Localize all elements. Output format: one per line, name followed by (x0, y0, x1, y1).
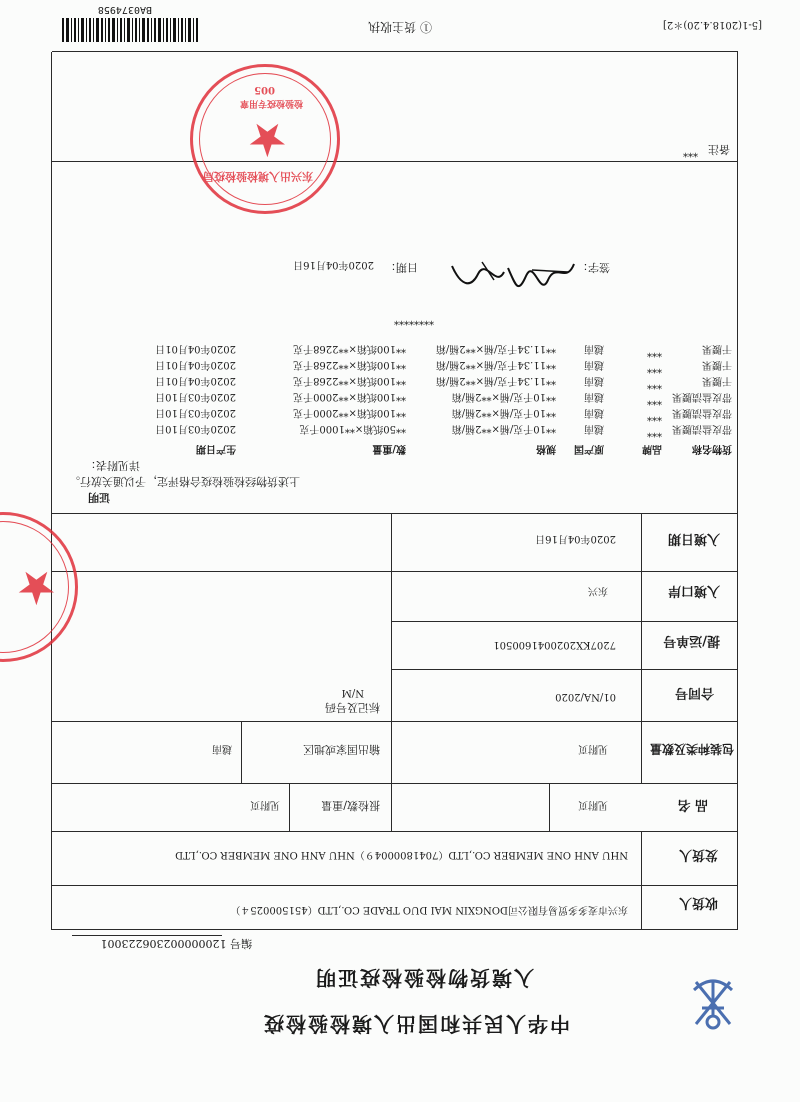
detail-header-cell: 数/重量 (372, 443, 406, 454)
cert-line1: 证明 (88, 491, 110, 504)
port-value: 东兴 (588, 585, 608, 596)
cert-number: 编号 120000002306223001 (100, 937, 252, 950)
pkg-value: 见附页 (578, 743, 608, 754)
sign-label: 签字： (577, 261, 610, 274)
form-code: [5-1(2018.4.20)＊2] (663, 19, 762, 30)
sign-date-label: 日期： (385, 261, 418, 274)
detail-cell: **11.34千克/桶×**2桶/箱 (435, 343, 556, 354)
port-label: 入境口岸 (667, 583, 720, 598)
detail-header-cell: 货物名称 (692, 443, 732, 454)
detail-cell: **100纸箱×**2000千克 (293, 407, 406, 418)
bl-value: 7207KX2020041600501 (493, 639, 616, 650)
detail-header-cell: 规格 (536, 443, 556, 454)
detail-cell: **100纸箱×**2268千克 (293, 359, 406, 370)
detail-table (56, 328, 732, 458)
detail-cell: **10千克/桶×**2桶/箱 (451, 391, 556, 402)
marks-label: 标记及号码 (325, 701, 380, 714)
edge-seal (0, 512, 78, 662)
remarks-value: *** (683, 147, 698, 158)
detail-cell: **11.34千克/桶×**2桶/箱 (435, 359, 556, 370)
table-top-border (52, 929, 738, 930)
detail-cell: 干腰果 (702, 375, 732, 386)
date-value: 2020年04月16日 (535, 533, 616, 544)
cert-title: 入境货物检验检疫证明 (314, 966, 534, 990)
detail-cell: **10千克/桶×**2桶/箱 (451, 423, 556, 434)
detail-header-cell: 品牌 (642, 443, 662, 454)
consignee-value: 东兴市麦多多贸易有限公司DONGXIN MAI DUO TRADE CO.,LTD（451500025４） (230, 904, 628, 915)
detail-cell: *** (647, 363, 662, 374)
seal-code: 005 (254, 84, 275, 95)
detail-cell: **100纸箱×**2000千克 (293, 391, 406, 402)
detail-cell: 2020年03月10日 (155, 391, 236, 402)
detail-header-cell: 生产日期 (196, 443, 236, 454)
detail-cell: 干腰果 (702, 343, 732, 354)
detail-cell: 越南 (584, 343, 604, 354)
seal-main-text: 东兴出入境检验检疫局 (203, 170, 313, 183)
detail-header-cell: 原产国 (574, 443, 604, 454)
detail-cell: 越南 (584, 375, 604, 386)
contract-label: 合同号 (674, 685, 714, 700)
contract-value: 01/NA/2020 (555, 691, 616, 702)
detail-cell: 越南 (584, 423, 604, 434)
detail-cell: *** (647, 427, 662, 438)
end-mark: ******** (394, 315, 434, 326)
consignee-label: 收货人 (678, 895, 718, 910)
detail-cell: *** (647, 347, 662, 358)
barcode-number: BA0374958 (97, 4, 152, 15)
detail-cell: 2020年03月10日 (155, 407, 236, 418)
cert-line3: 详见附表： (85, 459, 140, 472)
qty-value: 见附页 (250, 799, 280, 810)
date-label: 入境日期 (667, 531, 720, 546)
detail-cell: 带皮盐渍腰果 (672, 423, 732, 434)
star-icon: ★ (246, 113, 288, 167)
star-icon: ★ (15, 561, 57, 615)
goods-label: 品 名 (677, 797, 708, 812)
detail-cell: 带皮盐渍腰果 (672, 407, 732, 418)
anchor-key-icon (688, 972, 738, 1032)
origin-value: 越南 (212, 743, 232, 754)
detail-cell: *** (647, 411, 662, 422)
sign-date: 2020年04月16日 (293, 259, 374, 270)
detail-cell: **100纸箱×**2268千克 (293, 375, 406, 386)
seal-side-text: 检验检疫专用章 (239, 98, 303, 108)
remarks-label: 备注 (708, 143, 730, 156)
consignor-value: NHU ANH ONE MEMBER CO.,LTD（7041800004９）NHU ANH ONE MEMBER CO.,LTD (175, 849, 628, 860)
detail-cell: 2020年04月01日 (155, 359, 236, 370)
origin-label: 输出国家或地区 (303, 743, 380, 756)
detail-cell: 带皮盐渍腰果 (672, 391, 732, 402)
cert-line2: 上述货物经检验检疫合格评定，予以通关放行。 (69, 475, 300, 488)
detail-cell: 越南 (584, 391, 604, 402)
consignor-label: 发货人 (678, 847, 718, 862)
detail-cell: **100纸箱×**2268千克 (293, 343, 406, 354)
detail-cell: 2020年03月10日 (155, 423, 236, 434)
detail-cell: *** (647, 379, 662, 390)
qty-label: 报检数/重量 (321, 799, 380, 812)
goods-value: 见附页 (578, 799, 608, 810)
handwritten-signature (448, 252, 578, 292)
detail-cell: *** (647, 395, 662, 406)
official-seal (190, 64, 340, 214)
detail-cell: **11.34千克/桶×**2桶/箱 (435, 375, 556, 386)
pkg-label: 包装种类及数量 (649, 742, 734, 756)
org-title: 中华人民共和国出入境检验检疫 (262, 1012, 570, 1036)
copy-label: ① 货主收执 (368, 20, 432, 34)
detail-cell: **50纸箱×**1000千克 (299, 423, 406, 434)
marks-value: N/M (341, 687, 364, 698)
detail-cell: 越南 (584, 407, 604, 418)
detail-cell: **10千克/桶×**2桶/箱 (451, 407, 556, 418)
bl-label: 提/运单号 (663, 633, 720, 648)
detail-cell: 2020年04月01日 (155, 343, 236, 354)
detail-cell: 干腰果 (702, 359, 732, 370)
barcode-icon (60, 18, 198, 42)
detail-cell: 2020年04月01日 (155, 375, 236, 386)
detail-cell: 越南 (584, 359, 604, 370)
